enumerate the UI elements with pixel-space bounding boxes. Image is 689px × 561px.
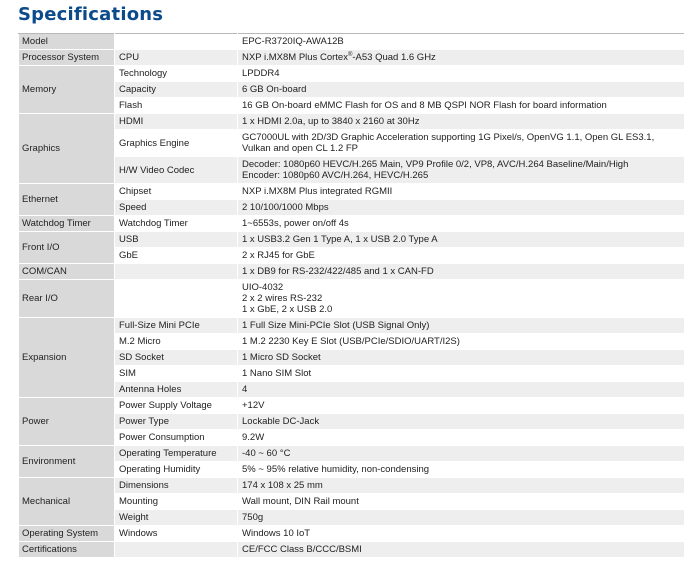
value-cell: +12V bbox=[238, 398, 685, 414]
subcategory-cell: Chipset bbox=[115, 184, 238, 200]
subcategory-cell: Flash bbox=[115, 98, 238, 114]
specifications-table bbox=[18, 33, 685, 558]
table-row bbox=[19, 430, 685, 446]
table-row bbox=[19, 366, 685, 382]
subcategory-cell: H/W Video Codec bbox=[115, 157, 238, 184]
value-cell: 1 x HDMI 2.0a, up to 3840 x 2160 at 30Hz bbox=[238, 114, 685, 130]
value-cell: 1 M.2 2230 Key E Slot (USB/PCIe/SDIO/UART/I2S) bbox=[238, 334, 685, 350]
value-cell: 5% ~ 95% relative humidity, non-condensing bbox=[238, 462, 685, 478]
table-row bbox=[19, 82, 685, 98]
table-row bbox=[19, 216, 685, 232]
subcategory-cell bbox=[115, 34, 238, 50]
subcategory-cell: Power Supply Voltage bbox=[115, 398, 238, 414]
category-cell: Power bbox=[19, 398, 115, 446]
category-cell: Processor System bbox=[19, 50, 115, 66]
table-row bbox=[19, 510, 685, 526]
table-row bbox=[19, 50, 685, 66]
table-row bbox=[19, 264, 685, 280]
value-text: -A53 Quad 1.6 GHz bbox=[352, 52, 436, 63]
subcategory-cell: Dimensions bbox=[115, 478, 238, 494]
subcategory-cell: Speed bbox=[115, 200, 238, 216]
table-row bbox=[19, 184, 685, 200]
subcategory-cell: GbE bbox=[115, 248, 238, 264]
category-cell: Front I/O bbox=[19, 232, 115, 264]
value-cell: 2 10/100/1000 Mbps bbox=[238, 200, 685, 216]
category-cell: COM/CAN bbox=[19, 264, 115, 280]
value-cell: 9.2W bbox=[238, 430, 685, 446]
value-line: 1 x GbE, 2 x USB 2.0 bbox=[242, 304, 333, 315]
subcategory-cell: CPU bbox=[115, 50, 238, 66]
category-cell: Memory bbox=[19, 66, 115, 114]
category-cell: Rear I/O bbox=[19, 280, 115, 318]
table-row bbox=[19, 34, 685, 50]
table-row bbox=[19, 494, 685, 510]
value-line: Encoder: 1080p60 AVC/H.264, HEVC/H.265 bbox=[242, 170, 429, 181]
table-row bbox=[19, 318, 685, 334]
category-cell: Ethernet bbox=[19, 184, 115, 216]
subcategory-cell: Power Consumption bbox=[115, 430, 238, 446]
subcategory-cell: M.2 Micro bbox=[115, 334, 238, 350]
subcategory-cell: USB bbox=[115, 232, 238, 248]
table-row bbox=[19, 350, 685, 366]
value-cell: EPC-R3720IQ-AWA12B bbox=[238, 34, 685, 50]
value-cell: 6 GB On-board bbox=[238, 82, 685, 98]
subcategory-cell bbox=[115, 280, 238, 318]
registered-mark: ® bbox=[347, 51, 353, 58]
table-row bbox=[19, 542, 685, 558]
subcategory-cell: Technology bbox=[115, 66, 238, 82]
subcategory-cell: HDMI bbox=[115, 114, 238, 130]
value-cell bbox=[238, 157, 685, 184]
table-row bbox=[19, 478, 685, 494]
value-cell: 750g bbox=[238, 510, 685, 526]
subcategory-cell: Watchdog Timer bbox=[115, 216, 238, 232]
category-cell: Operating System bbox=[19, 526, 115, 542]
value-cell: 1 x DB9 for RS-232/422/485 and 1 x CAN-FD bbox=[238, 264, 685, 280]
table-row bbox=[19, 248, 685, 264]
value-line: UIO-4032 bbox=[242, 282, 284, 293]
subcategory-cell: Antenna Holes bbox=[115, 382, 238, 398]
value-line: 2 x 2 wires RS-232 bbox=[242, 293, 323, 304]
table-row bbox=[19, 98, 685, 114]
value-cell: LPDDR4 bbox=[238, 66, 685, 82]
subcategory-cell: SD Socket bbox=[115, 350, 238, 366]
value-cell: 16 GB On-board eMMC Flash for OS and 8 MB QSPI NOR Flash for board information bbox=[238, 98, 685, 114]
subcategory-cell: Mounting bbox=[115, 494, 238, 510]
category-cell: Graphics bbox=[19, 114, 115, 184]
table-row bbox=[19, 446, 685, 462]
subcategory-cell bbox=[115, 542, 238, 558]
value-cell: 4 bbox=[238, 382, 685, 398]
table-row bbox=[19, 398, 685, 414]
value-cell bbox=[238, 50, 685, 66]
table-row bbox=[19, 157, 685, 184]
table-row bbox=[19, 232, 685, 248]
table-row bbox=[19, 114, 685, 130]
value-cell: GC7000UL with 2D/3D Graphic Acceleration supporting 1G Pixel/s, OpenVG 1.1, Open GL ES3.1, Vulkan and open CL 1.2 FP bbox=[238, 130, 685, 157]
value-cell: CE/FCC Class B/CCC/BSMI bbox=[238, 542, 685, 558]
table-row bbox=[19, 334, 685, 350]
value-cell: NXP i.MX8M Plus integrated RGMII bbox=[238, 184, 685, 200]
value-cell: 2 x RJ45 for GbE bbox=[238, 248, 685, 264]
value-cell: Lockable DC-Jack bbox=[238, 414, 685, 430]
value-cell: 1 Nano SIM Slot bbox=[238, 366, 685, 382]
category-cell: Watchdog Timer bbox=[19, 216, 115, 232]
page-title: Specifications bbox=[18, 4, 164, 25]
table-row bbox=[19, 382, 685, 398]
subcategory-cell: Power Type bbox=[115, 414, 238, 430]
subcategory-cell: Weight bbox=[115, 510, 238, 526]
category-cell: Mechanical bbox=[19, 478, 115, 526]
value-cell: Wall mount, DIN Rail mount bbox=[238, 494, 685, 510]
value-text: NXP i.MX8M Plus Cortex bbox=[242, 52, 348, 63]
table-row bbox=[19, 280, 685, 318]
subcategory-cell: SIM bbox=[115, 366, 238, 382]
value-cell: 1 x USB3.2 Gen 1 Type A, 1 x USB 2.0 Type A bbox=[238, 232, 685, 248]
subcategory-cell bbox=[115, 264, 238, 280]
category-cell: Expansion bbox=[19, 318, 115, 398]
table-row bbox=[19, 200, 685, 216]
subcategory-cell: Operating Humidity bbox=[115, 462, 238, 478]
table-row bbox=[19, 66, 685, 82]
subcategory-cell: Windows bbox=[115, 526, 238, 542]
value-cell: Windows 10 IoT bbox=[238, 526, 685, 542]
subcategory-cell: Operating Temperature bbox=[115, 446, 238, 462]
value-cell: 174 x 108 x 25 mm bbox=[238, 478, 685, 494]
subcategory-cell: Capacity bbox=[115, 82, 238, 98]
value-line: Decoder: 1080p60 HEVC/H.265 Main, VP9 Profile 0/2, VP8, AVC/H.264 Baseline/Main/High bbox=[242, 159, 629, 170]
category-cell: Environment bbox=[19, 446, 115, 478]
category-cell: Certifications bbox=[19, 542, 115, 558]
subcategory-cell: Graphics Engine bbox=[115, 130, 238, 157]
value-cell bbox=[238, 280, 685, 318]
table-row bbox=[19, 130, 685, 157]
subcategory-cell: Full-Size Mini PCIe bbox=[115, 318, 238, 334]
value-cell: 1~6553s, power on/off 4s bbox=[238, 216, 685, 232]
category-cell: Model bbox=[19, 34, 115, 50]
table-row bbox=[19, 414, 685, 430]
value-cell: -40 ~ 60 °C bbox=[238, 446, 685, 462]
value-cell: 1 Full Size Mini-PCIe Slot (USB Signal Only) bbox=[238, 318, 685, 334]
value-cell: 1 Micro SD Socket bbox=[238, 350, 685, 366]
table-row bbox=[19, 462, 685, 478]
table-row bbox=[19, 526, 685, 542]
